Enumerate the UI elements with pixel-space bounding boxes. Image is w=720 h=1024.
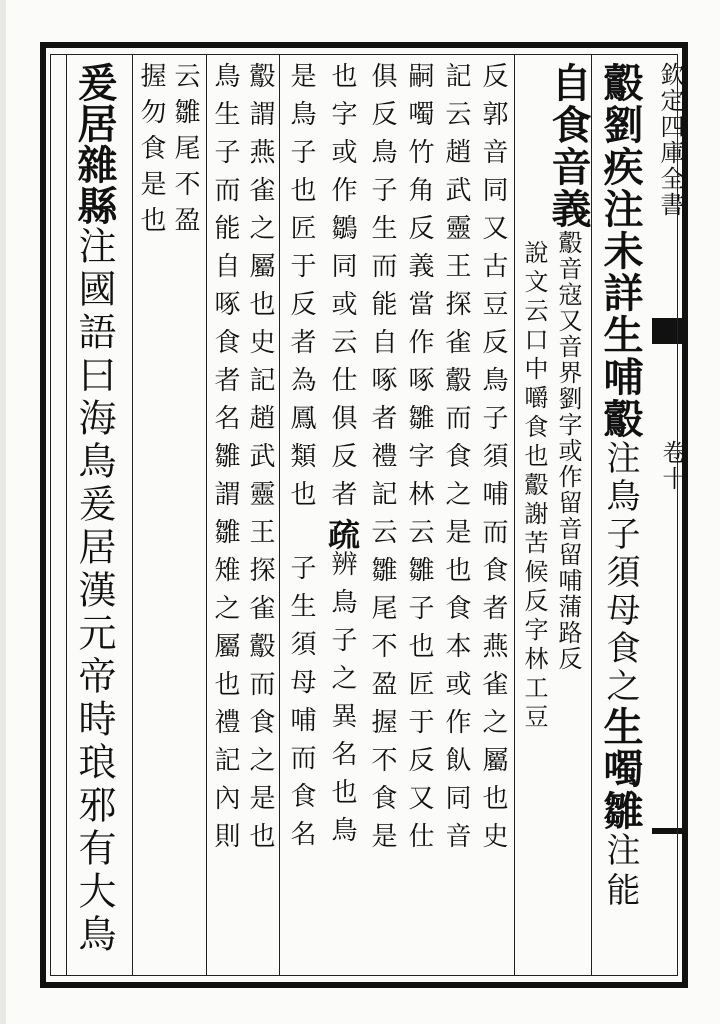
text-column-12: 云雛尾不盈 (170, 62, 200, 242)
volume-label: 卷十 (658, 440, 686, 492)
page-edge (0, 0, 6, 1024)
text-column-2: 自食音義鷇音寇又音界劉字或作留音留哺蒲路反 (545, 62, 592, 672)
column-rule (132, 54, 133, 976)
column-rule (206, 54, 207, 976)
text-column-7: 俱反鳥子生而能自啄者禮記云雛尾不盈握不食是 (367, 62, 397, 860)
text-column-8: 也字或作鶵同或云仕俱反者疏辨鳥子之異名也鳥 (323, 62, 361, 854)
column-rule (514, 54, 515, 976)
text-column-11: 鳥生子而能自啄食者名雛謂雛雉之屬也禮記內則 (210, 62, 240, 860)
book-title: 欽定四庫全書 (656, 62, 684, 218)
text-column-5: 記云趙武靈王探雀鷇而食之是也食本或作飤同音 (441, 62, 471, 860)
text-column-9: 是鳥子也匠于反者為鳳類也 子生須母哺而食名 (286, 62, 316, 858)
column-rule (279, 54, 280, 976)
text-column-1: 鷇劉疾注未詳生哺鷇注鳥子須母食之生噣雛注能 (597, 62, 644, 912)
text-column-6: 嗣噣竹角反義當作啄雛字林云雛子也匠于反又仕 (404, 62, 434, 860)
text-column-4: 反郭音同又古豆反鳥子須哺而食者燕雀之屬也史 (478, 62, 508, 860)
text-column-13: 握勿食是也 (136, 62, 166, 242)
text-column-14: 爰居雜縣注國語曰海鳥爰居漢元帝時琅邪有大鳥 (71, 62, 118, 957)
text-column-3: 說文云口中嚼食也鷇謝苦候反字林工豆 (520, 240, 548, 733)
column-rule (66, 54, 67, 976)
text-column-10: 鷇謂燕雀之屬也史記趙武靈王探雀鷇而食之是也 (245, 62, 275, 860)
